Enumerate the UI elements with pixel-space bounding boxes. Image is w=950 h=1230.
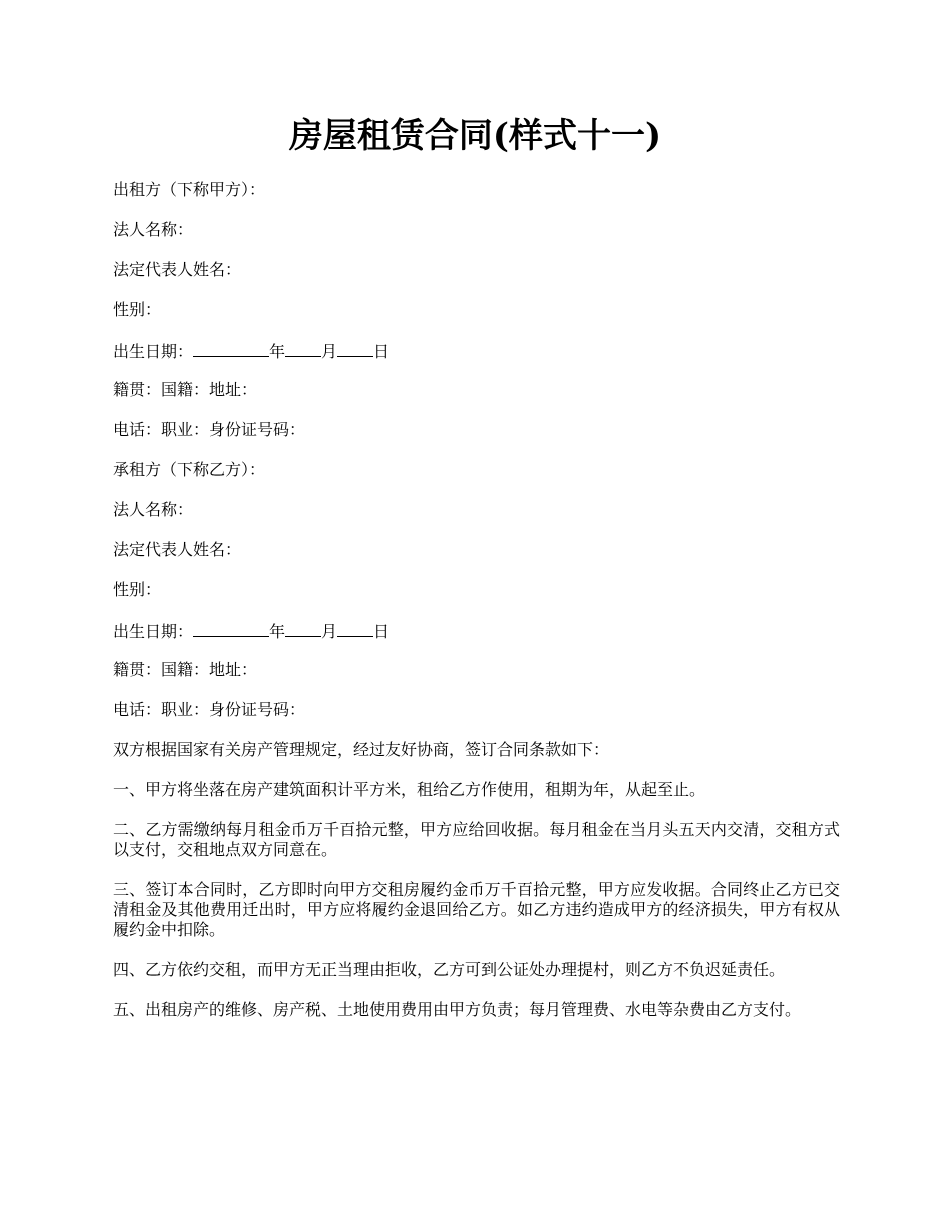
clause-2: 二、乙方需缴纳每月租金币万千百拾元整，甲方应给回收据。每月租金在当月头五天内交清，交租方式以支付，交租地点双方同意在。 bbox=[113, 820, 840, 859]
birth-month-blank bbox=[285, 340, 321, 357]
lessee-rep-name: 法定代表人姓名： bbox=[113, 540, 242, 559]
lessor-legal-name: 法人名称： bbox=[113, 220, 194, 239]
year-label: 年 bbox=[269, 342, 286, 361]
birth-month-blank bbox=[285, 620, 321, 637]
lessor-rep-name: 法定代表人姓名： bbox=[113, 260, 242, 279]
year-label: 年 bbox=[269, 622, 286, 641]
month-label: 月 bbox=[321, 622, 338, 641]
lessor-contact: 电话：职业：身份证号码： bbox=[113, 420, 306, 439]
lessor-birth-date bbox=[113, 340, 840, 360]
clause-4: 四、乙方依约交租，而甲方无正当理由拒收，乙方可到公证处办理提村，则乙方不负迟延责任。 bbox=[113, 960, 786, 979]
document-body bbox=[113, 180, 840, 1040]
lessor-gender: 性别： bbox=[113, 300, 162, 319]
birth-date-label: 出生日期： bbox=[113, 622, 194, 641]
lessee-gender: 性别： bbox=[113, 580, 162, 599]
document-title: 房屋租赁合同(样式十一) bbox=[288, 116, 662, 156]
lessor-origin: 籍贯：国籍：地址： bbox=[113, 380, 258, 399]
lessee-contact: 电话：职业：身份证号码： bbox=[113, 700, 306, 719]
lessee-origin: 籍贯：国籍：地址： bbox=[113, 660, 258, 679]
birth-date-label: 出生日期： bbox=[113, 342, 194, 361]
lessee-birth-date bbox=[113, 620, 840, 640]
lessee-heading: 承租方（下称乙方）： bbox=[113, 460, 266, 479]
lessee-legal-name: 法人名称： bbox=[113, 500, 194, 519]
birth-day-blank bbox=[337, 620, 373, 637]
birth-year-blank bbox=[193, 340, 269, 357]
clause-3: 三、签订本合同时，乙方即时向甲方交租房履约金币万千百拾元整，甲方应发收据。合同终止乙方已交清租金及其他费用迁出时，甲方应将履约金退回给乙方。如乙方违约造成甲方的经济损失，甲方有权从履约金中扣除。 bbox=[113, 880, 840, 939]
contract-intro: 双方根据国家有关房产管理规定，经过友好协商，签订合同条款如下： bbox=[113, 740, 610, 759]
clause-1: 一、甲方将坐落在房产建筑面积计平方米，租给乙方作使用，租期为年，从起至止。 bbox=[113, 780, 706, 799]
month-label: 月 bbox=[321, 342, 338, 361]
birth-year-blank bbox=[193, 620, 269, 637]
clause-5: 五、出租房产的维修、房产税、土地使用费用由甲方负责；每月管理费、水电等杂费由乙方支付。 bbox=[113, 1000, 802, 1019]
birth-day-blank bbox=[337, 340, 373, 357]
day-label: 日 bbox=[373, 622, 390, 641]
day-label: 日 bbox=[373, 342, 390, 361]
lessor-heading: 出租方（下称甲方）： bbox=[113, 180, 266, 199]
